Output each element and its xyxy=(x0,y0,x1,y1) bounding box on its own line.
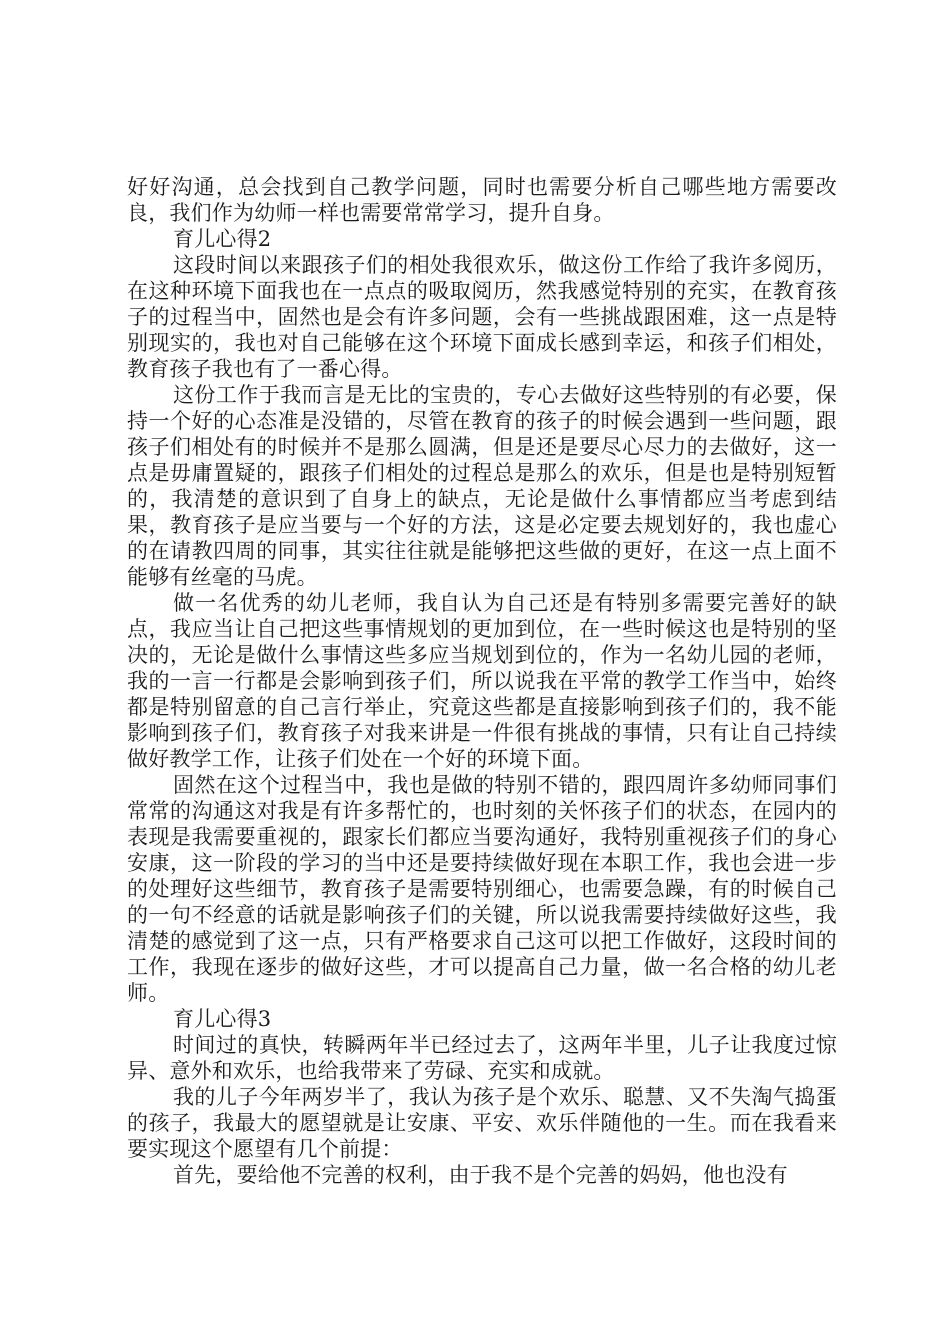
paragraph: 固然在这个过程当中，我也是做的特别不错的，跟四周许多幼师同事们常常的沟通这对我是有许多帮忙的，也时刻的关怀孩子们的状态，在园内的表现是我需要重视的，跟家长们都应当要沟通好，我特别重视孩子们的身心安康，这一阶段的学习的当中还是要持续做好现在本职工作，我也会进一步的处理好这些细节，教育孩子是需要特别细心，也需要急躁，有的时候自己的一句不经意的话就是影响孩子们的关键，所以说我需要持续做好这些，我清楚的感觉到了这一点，只有严格要求自己这可以把工作做好，这段时间的工作，我现在逐步的做好这些，才可以提高自己力量，做一名合格的幼儿老师。 xyxy=(127,773,837,1005)
paragraph: 这段时间以来跟孩子们的相处我很欢乐，做这份工作给了我许多阅历，在这种环境下面我也在一点点的吸取阅历，然我感觉特别的充实，在教育孩子的过程当中，固然也是会有许多问题，会有一些挑战跟困难，这一点是特别现实的，我也对自己能够在这个环境下面成长感到幸运，和孩子们相处，教育孩子我也有了一番心得。 xyxy=(127,253,837,381)
paragraph: 我的儿子今年两岁半了，我认为孩子是个欢乐、聪慧、又不失淘气捣蛋的孩子，我最大的愿望就是让安康、平安、欢乐伴随他的一生。而在我看来要实现这个愿望有几个前提： xyxy=(127,1085,837,1161)
document-page xyxy=(127,174,837,1188)
section-heading-3: 育儿心得3 xyxy=(173,1007,272,1031)
paragraph: 首先，要给他不完善的权利，由于我不是个完善的妈妈，他也没有 xyxy=(173,1163,788,1187)
paragraph-continued: 好好沟通，总会找到自己教学问题，同时也需要分析自己哪些地方需要改良，我们作为幼师一样也需要常常学习，提升自身。 xyxy=(127,175,837,225)
paragraph: 做一名优秀的幼儿老师，我自认为自己还是有特别多需要完善好的缺点，我应当让自己把这些事情规划的更加到位，在一些时候这也是特别的坚决的，无论是做什么事情这些多应当规划到位的，作为一名幼儿园的老师，我的一言一行都是会影响到孩子们，所以说我在平常的教学工作当中，始终都是特别留意的自己言行举止，究竟这些都是直接影响到孩子们的，我不能影响到孩子们，教育孩子对我来讲是一件很有挑战的事情，只有让自己持续做好教学工作，让孩子们处在一个好的环境下面。 xyxy=(127,591,837,771)
paragraph: 这份工作于我而言是无比的宝贵的，专心去做好这些特别的有必要，保持一个好的心态准是没错的，尽管在教育的孩子的时候会遇到一些问题，跟孩子们相处有的时候并不是那么圆满，但是还是要尽心尽力的去做好，这一点是毋庸置疑的，跟孩子们相处的过程总是那么的欢乐，但是也是特别短暂的，我清楚的意识到了自身上的缺点，无论是做什么事情都应当考虑到结果，教育孩子是应当要与一个好的方法，这是必定要去规划好的，我也虚心的在请教四周的同事，其实往往就是能够把这些做的更好，在这一点上面不能够有丝毫的马虎。 xyxy=(127,383,837,589)
section-heading-2: 育儿心得2 xyxy=(173,227,272,251)
paragraph: 时间过的真快，转瞬两年半已经过去了，这两年半里，儿子让我度过惊异、意外和欢乐，也给我带来了劳碌、充实和成就。 xyxy=(127,1033,837,1083)
